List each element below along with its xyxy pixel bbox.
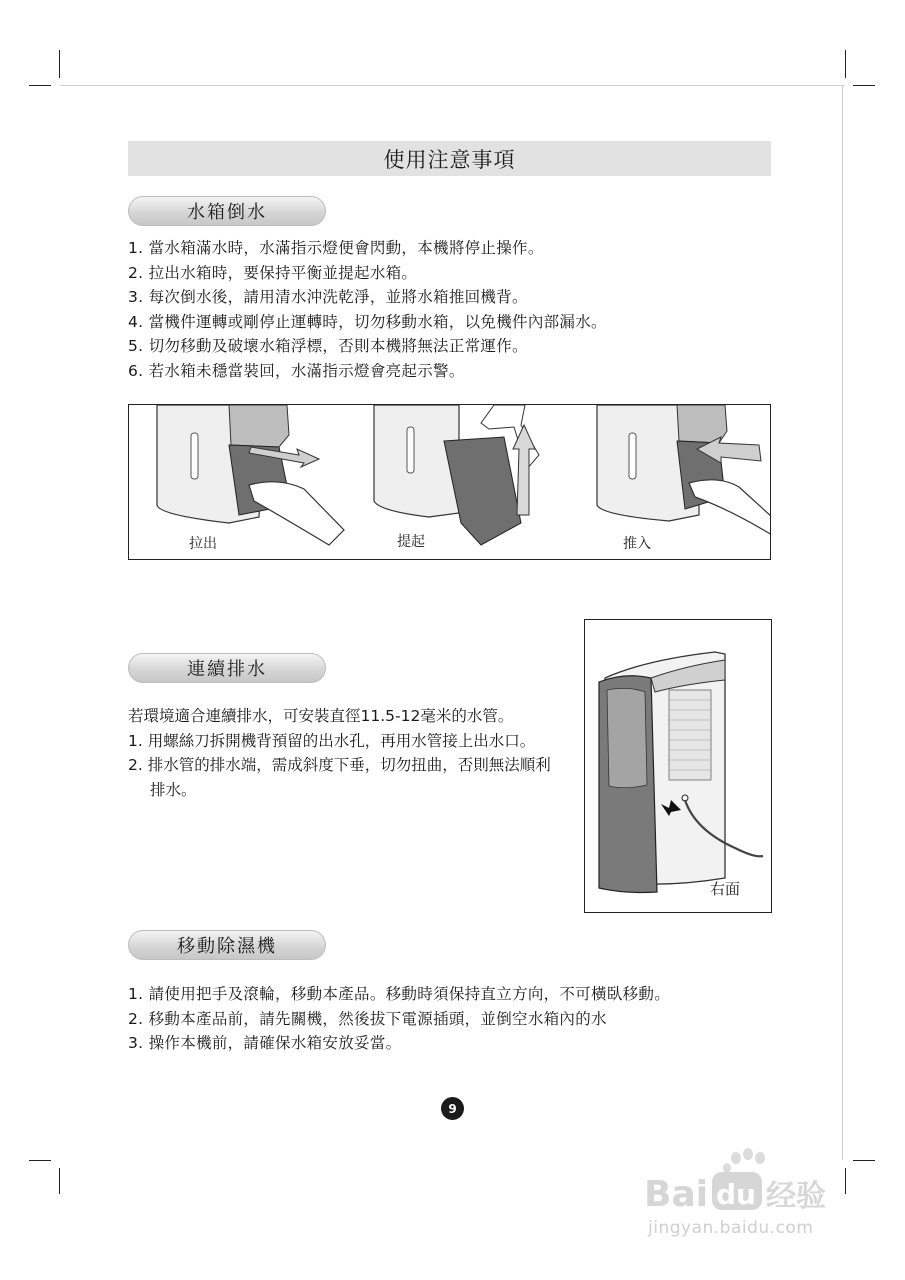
- svg-text:Bai: Bai: [644, 1174, 709, 1215]
- lift-illustration: [374, 405, 539, 545]
- page-edge: [60, 85, 845, 86]
- list-item: 2. 移動本產品前，請先關機，然後拔下電源插頭，並倒空水箱內的水: [128, 1009, 607, 1028]
- list-item: 2. 拉出水箱時，要保持平衡並提起水箱。: [128, 263, 418, 282]
- caption-right-side: 右面: [710, 880, 741, 898]
- list-item: 2. 排水管的排水端，需成斜度下垂，切勿扭曲，否則無法順利排水。: [128, 756, 551, 799]
- crop-mark: [59, 1168, 60, 1194]
- water-tank-illustration: [128, 404, 771, 560]
- crop-mark: [845, 50, 846, 78]
- svg-text:du: du: [716, 1178, 756, 1211]
- list-item: 5. 切勿移動及破壞水箱浮標，否則本機將無法正常運作。: [128, 337, 528, 355]
- list-item: 3. 操作本機前，請確保水箱安放妥當。: [128, 1034, 402, 1052]
- crop-mark: [853, 85, 875, 86]
- dehumidifier-drawing: [585, 620, 772, 913]
- list-item: 1. 請使用把手及滾輪，移動本產品。移動時須保持直立方向，不可橫臥移動。: [128, 985, 671, 1003]
- section-heading-continuous-drain: 連續排水: [128, 653, 326, 683]
- crop-mark: [59, 50, 60, 78]
- paw-logo-icon: [640, 1148, 860, 1218]
- list-item: 3. 每次倒水後，請用清水沖洗乾淨，並將水箱推回機背。: [128, 288, 528, 306]
- pull-out-illustration: [157, 405, 344, 545]
- page-title: 使用注意事項: [128, 141, 771, 176]
- continuous-drain-text: [128, 704, 558, 802]
- page-edge: [842, 85, 843, 1160]
- caption-push-in: 推入: [623, 536, 651, 552]
- list-item: 6. 若水箱未穩當裝回，水滿指示燈會亮起示警。: [128, 361, 465, 380]
- caption-lift: 提起: [397, 534, 425, 550]
- tank-steps-drawing: [129, 405, 771, 560]
- page-number: 9: [441, 1097, 464, 1120]
- intro-paragraph: 若環境適合連續排水，可安裝直徑11.5-12毫米的水管。: [128, 707, 514, 725]
- list-item: 1. 用螺絲刀拆開機背預留的出水孔，再用水管接上出水口。: [128, 731, 536, 750]
- list-item: 1. 當水箱滿水時，水滿指示燈便會閃動，本機將停止操作。: [128, 239, 544, 257]
- section-heading-moving: 移動除濕機: [128, 930, 326, 960]
- crop-mark: [29, 1160, 51, 1161]
- section-heading-water-tank: 水箱倒水: [128, 196, 326, 226]
- svg-text:经验: 经验: [766, 1179, 826, 1214]
- dehumidifier-side-figure: [584, 619, 772, 913]
- moving-instructions: [128, 982, 670, 1056]
- caption-pull-out: 拉出: [189, 536, 217, 552]
- list-item: 4. 當機件運轉或剛停止運轉時，切勿移動水箱，以免機件內部漏水。: [128, 312, 607, 331]
- water-tank-instructions: [128, 236, 607, 383]
- push-in-illustration: [597, 405, 771, 535]
- crop-mark: [29, 85, 51, 86]
- watermark-url: jingyan.baidu.com: [648, 1218, 814, 1238]
